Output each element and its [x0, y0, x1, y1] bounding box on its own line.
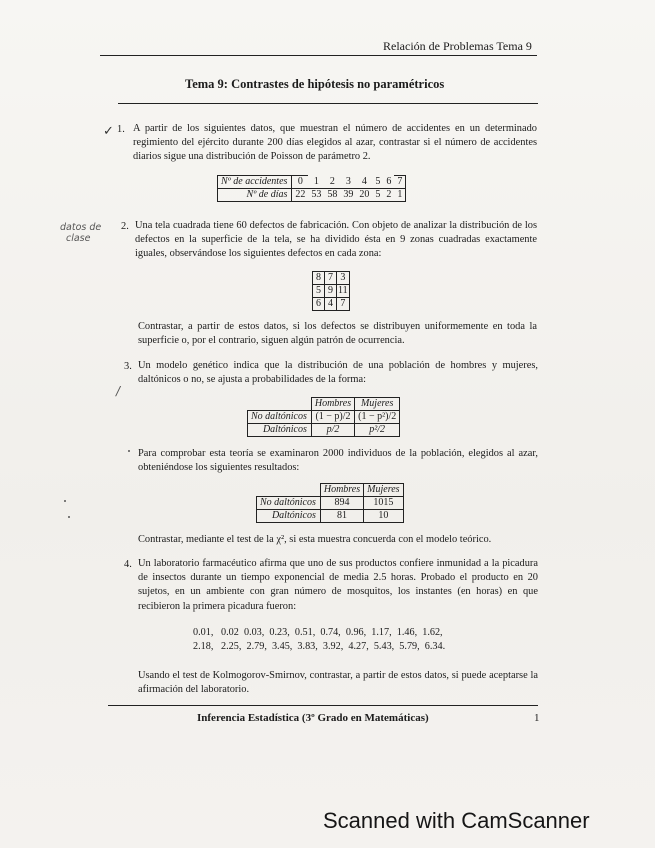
camscanner-watermark: Scanned with CamScanner [323, 808, 590, 833]
row-label-no-daltonicos: No daltónicos [257, 497, 321, 510]
col-header-hombres: Hombres [320, 484, 363, 497]
accidents-table [217, 175, 406, 202]
table-cell: 81 [320, 510, 363, 523]
table-cell: 53 [308, 189, 324, 202]
table-cell: 4 [361, 175, 367, 187]
table-cell: 22 [292, 189, 309, 202]
table-cell: 5 [375, 175, 381, 187]
grid-cell: 4 [325, 298, 337, 311]
grid-cell: 3 [337, 272, 350, 285]
table-cell: 2 [329, 175, 335, 187]
data-line-1: 0.01, 0.02 0.03, 0.23, 0.51, 0.74, 0.96, 1.17, 1.46, 1.62, [193, 627, 443, 638]
problem-3-sample-text: Para comprobar esta teoría se examinaron 2000 individuos de la población, elegidos al azar, obteniéndose los siguientes resultados: [138, 448, 538, 474]
data-line-2: 2.18, 2.25, 2.79, 3.45, 3.83, 3.92, 4.27, 5.43, 5.79, 6.34. [193, 641, 446, 652]
table-cell: 20 [356, 189, 372, 202]
row-label-daltonicos: Daltónicos [257, 510, 321, 523]
grid-cell: 7 [325, 272, 337, 285]
grid-cell: 8 [313, 272, 325, 285]
problem-3-number: 3. [124, 361, 132, 372]
problem-2-question: Contrastar, a partir de estos datos, si los defectos se distribuyen uniformemente en toda la superficie o, por el contrario, siguen algún patrón de ocurrencia. [138, 321, 537, 347]
table-cell: 0 [292, 176, 309, 189]
days-row-label: Nº de días [218, 189, 292, 202]
genetic-model-table [247, 397, 400, 437]
problem-2-text: Una tela cuadrada tiene 60 defectos de fabricación. Con objeto de analizar la distribución de los defectos en la superficie de la tela, se ha dividido ésta en 9 zonas cuadradas exactamente iguales, observándose los siguientes defectos en cada zona: [135, 220, 537, 260]
table-cell: 6 [386, 175, 392, 187]
check-mark-icon: ✓ [103, 124, 114, 139]
table-cell: 1 [394, 189, 406, 202]
grid-cell: 5 [313, 285, 325, 298]
problem-1-text: A partir de los siguientes datos, que muestran el número de accidentes en un determinado regimiento del ejército durante 200 días elegidos al azar, contrastar si el número de accidentes diarios sigue una distribución de Poisson de parámetro 2. [133, 123, 537, 163]
problem-3-question: Contrastar, mediante el test de la χ², si esta muestra concuerda con el modelo teórico. [138, 534, 492, 545]
table-cell: 39 [340, 189, 356, 202]
page-number: 1 [534, 712, 540, 724]
problem-4-number: 4. [124, 559, 132, 570]
document-title: Tema 9: Contrastes de hipótesis no paramétricos [185, 77, 445, 91]
problem-4-text: Un laboratorio farmacéutico afirma que uno de sus productos confiere inmunidad a la picadura de insectos durante un tiempo exponencial de media 2.5 horas. Probado el producto en 20 sujetos, en un ambiente con gran número de mosquitos, los instantes (en horas) en que recibieron la primera picadura fueron: [138, 558, 538, 612]
problem-4-question: Usando el test de Kolmogorov-Smirnov, contrastar, a partir de estos datos, si puede aceptarse la afirmación del laboratorio. [138, 670, 538, 696]
col-header-hombres: Hombres [311, 398, 354, 411]
grid-cell: 7 [337, 298, 350, 311]
table-cell: p²/2 [355, 424, 400, 437]
problem-3-text: Un modelo genético indica que la distribución de una población de hombres y mujeres, daltónicos o no, se ajusta a probabilidades de la forma: [138, 360, 538, 386]
col-header-mujeres: Mujeres [364, 484, 403, 497]
row-label-daltonicos: Daltónicos [248, 424, 312, 437]
grid-cell: 9 [325, 285, 337, 298]
problem-1-number: 1. [117, 124, 125, 135]
table-cell: p/2 [311, 424, 354, 437]
table-cell: 1015 [364, 497, 403, 510]
title-rule [118, 103, 538, 104]
running-head: Relación de Problemas Tema 9 [383, 39, 532, 53]
accidents-row-label: Nº de accidentes [218, 176, 292, 189]
scan-speck [128, 450, 130, 452]
margin-note-datos-de-clase: datos de clase [60, 222, 102, 244]
header-rule [100, 55, 537, 56]
table-cell: 7 [394, 176, 406, 189]
table-cell: (1 − p²)/2 [355, 411, 400, 424]
grid-cell: 11 [338, 285, 348, 296]
scan-speck [64, 500, 66, 502]
table-cell: 2 [383, 189, 394, 202]
table-cell: 1 [313, 175, 319, 187]
scan-speck [68, 516, 70, 518]
table-cell: 5 [372, 189, 383, 202]
footer-rule [108, 705, 538, 706]
footer-text: Inferencia Estadística (3º Grado en Matemáticas) [197, 712, 429, 724]
table-cell: (1 − p)/2 [311, 411, 354, 424]
pencil-mark: / [116, 384, 121, 398]
table-cell: 3 [345, 175, 351, 187]
row-label-no-daltonicos: No daltónicos [248, 411, 312, 424]
observed-results-table [256, 483, 404, 523]
grid-cell: 6 [313, 298, 325, 311]
table-cell: 894 [320, 497, 363, 510]
col-header-mujeres: Mujeres [355, 398, 400, 411]
defects-grid [312, 271, 350, 311]
problem-2-number: 2. [121, 221, 129, 232]
table-cell: 58 [324, 189, 340, 202]
table-cell: 10 [364, 510, 403, 523]
